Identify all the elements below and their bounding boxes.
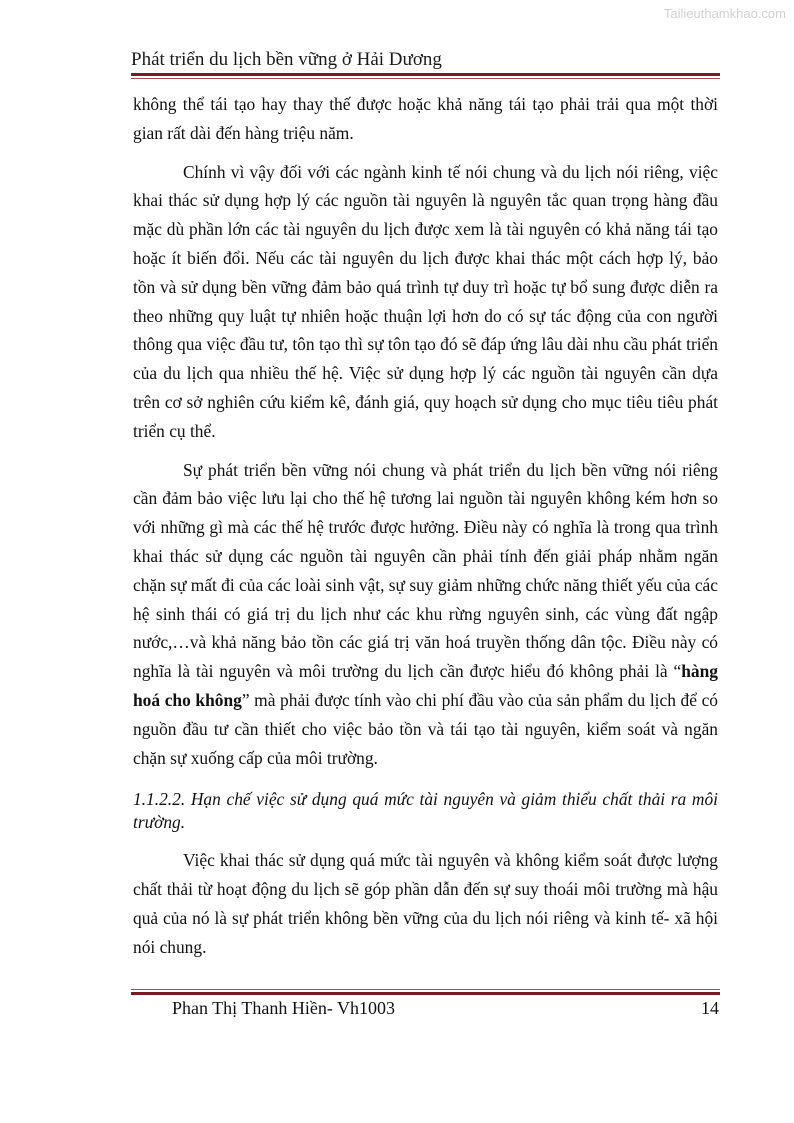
paragraph-1: không thể tái tạo hay thay thế được hoặc khả năng tái tạo phải trải qua một thời gian rất dài đến hàng triệu năm. — [133, 94, 718, 143]
paragraph-3 — [133, 456, 718, 773]
header-rule — [131, 73, 720, 76]
watermark-text: Tailieuthamkhao.com — [663, 6, 786, 21]
paragraph-3-text-end: ” mà phải được tính vào chi phí đầu vào của sản phẩm du lịch để có nguồn đầu tư cần thiết cho việc bảo tồn và tái tạo tài nguyên, kiểm soát và ngăn chặn sự xuống cấp của môi trường. — [133, 689, 718, 768]
paragraph-3-bold-phrase: hàng hoá cho không — [133, 661, 718, 710]
header-rule-thin — [131, 78, 720, 79]
page-header-title: Phát triển du lịch bền vững ở Hải Dương — [131, 49, 442, 70]
paragraph-2: Chính vì vậy đối với các ngành kinh tế nói chung và du lịch nói riêng, việc khai thác sử dụng hợp lý các nguồn tài nguyên là nguyên tắc quan trọng hàng đầu mặc dù phần lớn các tài nguyên du lịch được xem là tài nguyên có khả năng tái tạo hoặc ít biến đổi. Nếu các tài nguyên du lịch được khai thác một cách hợp lý, bảo tồn và sử dụng bền vững đảm bảo quá trình tự duy trì hoặc tự bổ sung được diễn ra theo những quy luật tự nhiên hoặc thuận lợi hơn do có sự tác động của con người thông qua việc đầu tư, tôn tạo thì sự tôn tạo đó sẽ đáp ứng lâu dài nhu cầu phát triển của du lịch qua nhiều thế hệ. Việc sử dụng hợp lý các nguồn tài nguyên cần dựa trên cơ sở nghiên cứu kiểm kê, đánh giá, quy hoạch sử dụng cho mục tiêu tiêu phát triển cụ thể. — [133, 161, 718, 441]
page-body — [133, 90, 718, 962]
footer-rule — [131, 992, 720, 995]
footer-rule-thin — [131, 989, 720, 990]
section-heading: 1.1.2.2. Hạn chế việc sử dụng quá mức tài nguyên và giảm thiểu chất thải ra môi trường. — [133, 789, 718, 833]
page-number: 14 — [701, 998, 719, 1018]
paragraph-3-text-start: Sự phát triển bền vững nói chung và phát triển du lịch bền vững nói riêng cần đảm bảo việc lưu lại cho thế hệ tương lai nguồn tài nguyên không kém hơn so với những gì mà các thế hệ trước được hưởng. Điều này có nghĩa là trong qua trình khai thác sử dụng các nguồn tài nguyên cần phải tính đến giải pháp nhằm ngăn chặn sự mất đi của các loài sinh vật, sự suy giảm những chức năng thiết yếu của các hệ sinh thái có giá trị du lịch như các khu rừng nguyên sinh, các vùng đất ngập nước,…và khả năng bảo tồn các giá trị văn hoá truyền thống dân tộc. Điều này có nghĩa là tài nguyên và môi trường du lịch cần được hiểu đó không phải là “ — [133, 459, 718, 682]
paragraph-4: Việc khai thác sử dụng quá mức tài nguyên và không kiểm soát được lượng chất thải từ hoạt động du lịch sẽ góp phần dẫn đến sự suy thoái môi trường mà hậu quả của nó là sự phát triển không bền vững của du lịch nói riêng và kinh tế- xã hội nói chung. — [133, 850, 718, 957]
footer-author: Phan Thị Thanh Hiền- Vh1003 — [172, 998, 395, 1018]
